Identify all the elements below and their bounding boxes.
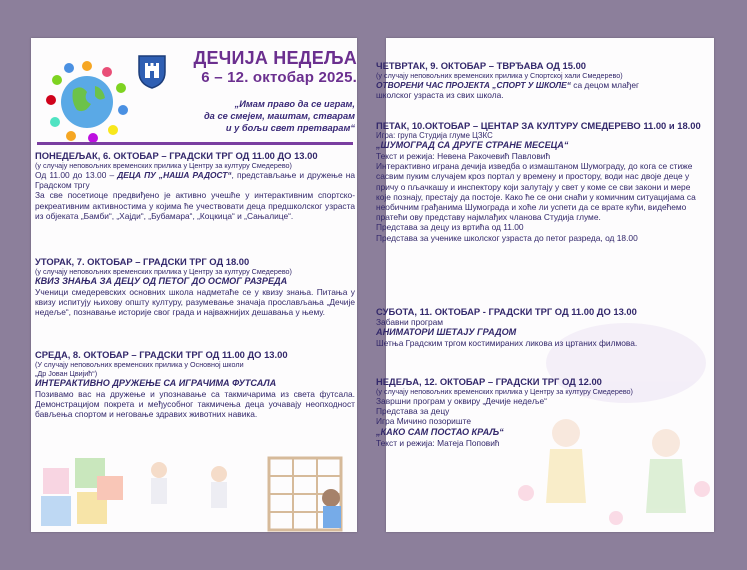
children-playing-illustration [31,418,357,532]
friday-credits: Текст и режија: Невена Ракочевић Павловић [376,151,551,161]
friday-show-1: Представа за децу из вртића од 11.00 [376,222,524,233]
tuesday-subtitle: КВИЗ ЗНАЊА ЗА ДЕЦУ ОД ПЕТОГ ДО ОСМОГ РАЗРЕДА [35,276,288,286]
globe-children-logo [43,56,131,144]
tuesday-note: (у случају неповољних временских прилика у Центру за културу Смедерево) [35,267,292,276]
friday-show-2: Представа за ученике школског узраста до петог разреда, од 18.00 [376,232,638,243]
wednesday-subtitle: ИНТЕРАКТИВНО ДРУЖЕЊЕ СА ИГРАЧИМА ФУТСАЛА [35,378,277,388]
motto [151,98,355,134]
monday-section [35,150,355,221]
wednesday-heading: СРЕДА, 8. ОКТОБАР – ГРАДСКИ ТРГ ОД 11.00 ДО 13.00 [35,349,288,360]
thursday-line [376,80,706,90]
friday-heading: ПЕТАК, 10.ОКТОБАР – ЦЕНТАР ЗА КУЛТУРУ СМЕДЕРЕВО 11.00 и 18.00 [376,120,701,131]
sunday-section [376,376,706,448]
monday-heading: ПОНЕДЕЉАК, 6. ОКТОБАР – ГРАДСКИ ТРГ ОД 11.00 ДО 13.00 [35,150,318,161]
saturday-heading: СУБОТА, 11. ОКТОБАР - ГРАДСКИ ТРГ ОД 11.00 ДО 13.00 [376,306,637,317]
friday-body: Интерактивно играна дечија изведба о измаштаном Шумограду, до кога се стиже сасвим пуким случајем кроз портал у времену и простору, води нас двоје деце у причу о пљачкашу и инспектору који залутају у свет у коме се сви закони и мере које познају, престају да постоје. Како ће се они снаћи у комичним ситуацијама са необичним грађанима Шумограда и хоће ли успети да се врате кући, видећемо пратећи ову представу најмлађих чланова Студија глуме. [376,161,696,223]
friday-subtitle: „ШУМОГРАД СА ДРУГЕ СТРАНЕ МЕСЕЦА“ [376,140,569,150]
city-crest-icon [137,54,167,90]
friday-section [376,120,706,243]
sunday-credits: Текст и режија: Матеја Поповић [376,437,500,448]
saturday-program: Забавни програм [376,317,444,327]
title-text: ДЕЧИЈА НЕДЕЉА [193,48,357,68]
wednesday-note-1: (У случају неповољних временских прилика у Основној школи [35,360,244,369]
sunday-heading: НЕДЕЉА, 12. ОКТОБАР – ГРАДСКИ ТРГ ОД 12.00 [376,376,602,387]
thursday-section [376,60,706,100]
sunday-theatre: Игра Мичино позориште [376,416,471,427]
sunday-note: (у случају неповољних временских прилика у Центру за културу Смедерево) [376,387,633,396]
monday-line-pre: Од 11.00 до 13.00 – [35,170,118,180]
tuesday-heading: УТОРАК, 7. ОКТОБАР – ГРАДСКИ ТРГ ОД 18.00 [35,256,250,267]
tuesday-body: Ученици смедеревских основних школа надметаће се у квизу знања. Питања у квизу испитују њихову општу културу, разумевање значаја прослављања „Дечије недеље“, познавање историје свог града и најважнијих дешавања у њему. [35,287,355,318]
saturday-body: Шетња Градским тргом костимираних ликова из цртаних филмова. [376,338,638,349]
motto-line-1: „Имам право да се играм, [234,99,355,109]
thursday-line-2: школског узраста из свих школа. [376,90,504,101]
page-title [181,48,357,87]
friday-ensemble: Игра: група Студија глуме ЦЗКС [376,131,493,140]
thursday-note: (у случају неповољних временских прилика у Спортској хали Смедерево) [376,71,623,80]
monday-note: (у случају неповољних временских прилика у Центру за културу Смедерево) [35,161,292,170]
wednesday-note-2: „Др Јован Цвијић“) [35,369,98,378]
monday-line-bold: ДЕЦА ПУ „НАША РАДОСТ“ [117,170,232,180]
tuesday-section [35,256,355,318]
monday-body: За све посетиоце предвиђено је активно учешће у интерактивним спортско-рекреативним активностима у којима ће учествовати деца предшколског узраста из објеката „Бамби“, „Хајди“, „Бубамара“, „Коцкица“ и „Сањалице“. [35,190,355,221]
sunday-show: Представа за децу [376,406,450,417]
wednesday-body: Позивамо вас на дружење и упознавање са такмичарима из света футсала. Демонстрацијом покрета и међусобног такмичења деца уочавају неопходност бављења спортом и неговање здравих животних навика. [35,389,355,420]
saturday-subtitle: АНИМАТОРИ ШЕТАЈУ ГРАДОМ [376,327,517,338]
left-flyer-page [31,38,357,532]
wednesday-section [35,349,355,420]
saturday-section [376,306,706,348]
motto-line-3: и у бољи свет претварам“ [225,123,355,133]
thursday-heading: ЧЕТВРТАК, 9. ОКТОБАР – ТВРЂАВА ОД 15.00 [376,60,586,71]
right-flyer-page [376,38,714,532]
monday-line-post: , представљање и дружење на Градском тргу [35,170,355,191]
event-dates: 6 – 12. октобар 2025. [201,69,357,86]
title-divider [37,142,353,145]
thursday-line-bold: ОТВОРЕНИ ЧАС ПРОЈЕКТА „СПОРТ У ШКОЛЕ“ [376,80,571,90]
thursday-line-post: са децом млађег [570,80,640,90]
sunday-subtitle: „КАКО САМ ПОСТАО КРАЉ“ [376,426,504,437]
sunday-program: Завршни програм у оквиру „Дечије недеље“ [376,396,547,406]
motto-line-2: да се смејем, маштам, стварам [203,111,355,121]
monday-line [35,170,355,190]
